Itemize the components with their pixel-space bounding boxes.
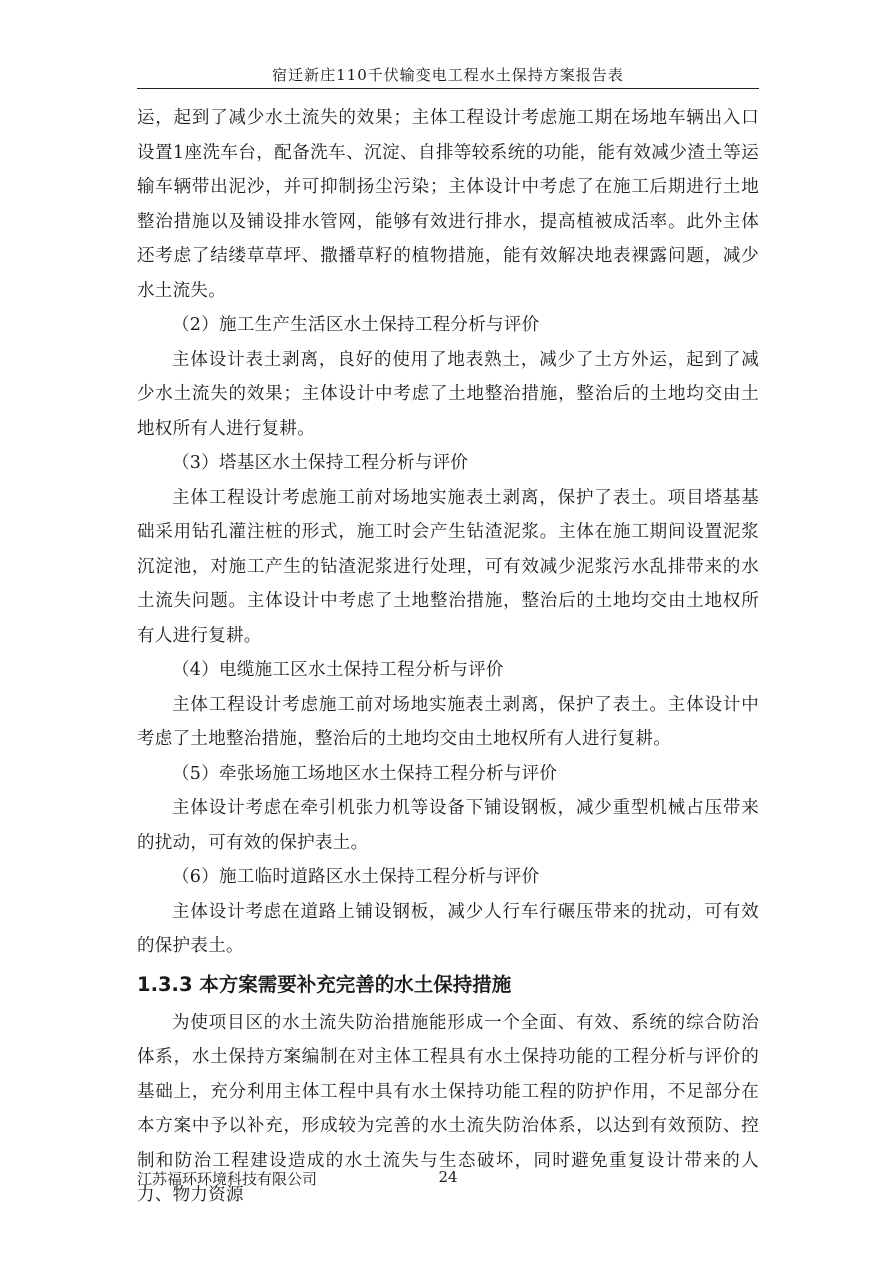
page-content (137, 101, 759, 1213)
subsection-title: （6）施工临时道路区水土保持工程分析与评价 (172, 867, 540, 887)
paragraph: 运，起到了减少水土流失的效果；主体工程设计考虑施工期在场地车辆出入口设置1座洗车台，配备洗车、沉淀、自排等较系统的功能，能有效减少渣土等运输车辆带出泥沙，并可抑制扬尘污染；主体设计中考虑了在施工后期进行土地整治措施以及铺设排水管网，能够有效进行排水，提高植被成活率。此外主体还考虑了结缕草草坪、撒播草籽的植物措施，能有效解决地表裸露问题，减少水土流失。 (137, 108, 759, 301)
paragraph: 为使项目区的水土流失防治措施能形成一个全面、有效、系统的综合防治体系，水土保持方案编制在对主体工程具有水土保持功能的工程分析与评价的基础上，充分利用主体工程中具有水土保持功能工程的防护作用，不足部分在本方案中予以补充，形成较为完善的水土流失防治体系，以达到有效预防、控制和防治工程建设造成的水土流失与生态破坏，同时避免重复设计带来的人力、物力资源 (137, 1012, 759, 1205)
subsection-title: （4）电缆施工区水土保持工程分析与评价 (172, 660, 504, 680)
paragraph: 主体工程设计考虑施工前对场地实施表土剥离，保护了表土。主体设计中考虑了土地整治措施，整治后的土地均交由土地权所有人进行复耕。 (137, 694, 759, 749)
footer-company: 江苏福环环境科技有限公司 (137, 1170, 318, 1188)
page-header-title: 宿迁新庄110千伏输变电工程水土保持方案报告表 (272, 66, 624, 84)
paragraph: 主体工程设计考虑施工前对场地实施表土剥离，保护了表土。项目塔基基础采用钻孔灌注桩的形式，施工时会产生钻渣泥浆。主体在施工期间设置泥浆沉淀池，对施工产生的钻渣泥浆进行处理，可有效减少泥浆污水乱排带来的水土流失问题。主体设计中考虑了土地整治措施，整治后的土地均交由土地权所有人进行复耕。 (137, 487, 759, 646)
paragraph: 主体设计表土剥离，良好的使用了地表熟土，减少了土方外运，起到了减少水土流失的效果；主体设计中考虑了土地整治措施，整治后的土地均交由土地权所有人进行复耕。 (137, 349, 759, 439)
paragraph: 主体设计考虑在牵引机张力机等设备下铺设钢板，减少重型机械占压带来的扰动，可有效的保护表土。 (137, 798, 759, 853)
subsection-title: （3）塔基区水土保持工程分析与评价 (172, 453, 469, 473)
paragraph: 主体设计考虑在道路上铺设钢板，减少人行车行碾压带来的扰动，可有效的保护表土。 (137, 901, 759, 956)
section-heading: 1.3.3 本方案需要补充完善的水土保持措施 (137, 972, 512, 996)
subsection-title: （2）施工生产生活区水土保持工程分析与评价 (172, 315, 540, 335)
header-rule (137, 88, 759, 89)
subsection-title: （5）牵张场施工场地区水土保持工程分析与评价 (172, 763, 558, 784)
page-number: 24 (438, 1168, 458, 1186)
